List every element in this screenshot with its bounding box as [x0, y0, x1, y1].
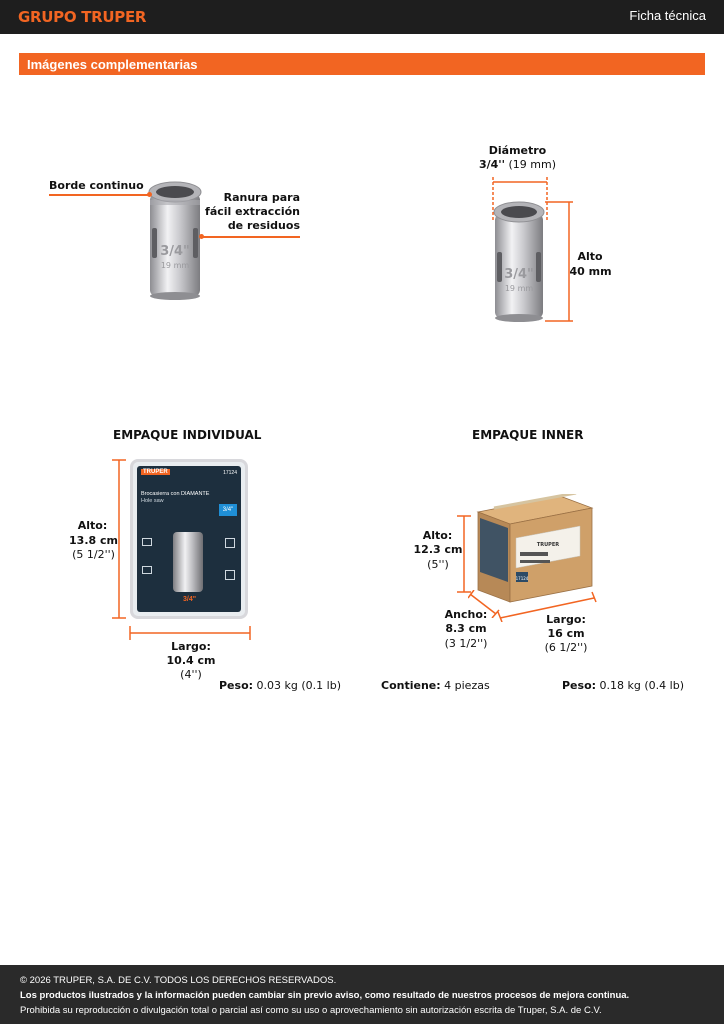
- individual-length-in: (4''): [180, 668, 202, 681]
- card-brand: TRUPER: [143, 469, 168, 475]
- continuous-edge-leader: [49, 194, 149, 196]
- card-product-name: Brocasierra con DIAMANTE: [141, 491, 210, 497]
- individual-length-label: Largo:: [171, 640, 211, 653]
- inner-width-label: Ancho:: [444, 608, 488, 621]
- individual-weight-value: 0.03 kg (0.1 lb): [256, 679, 341, 692]
- inner-weight: [562, 679, 684, 693]
- height-label: Alto: [577, 250, 603, 263]
- top-bar: [0, 0, 724, 34]
- slot-dot: [199, 234, 204, 239]
- document-type: Ficha técnica: [629, 8, 706, 23]
- inner-length-in: (6 1/2''): [544, 641, 588, 654]
- marking-fraction: 3/4": [160, 244, 190, 259]
- inner-contents: [381, 679, 490, 693]
- individual-weight: [219, 679, 341, 693]
- inner-height-cm: 12.3 cm: [413, 543, 463, 556]
- individual-height-label: Alto:: [77, 519, 108, 532]
- marking-fraction: 3/4": [504, 267, 534, 282]
- diameter-value: [460, 158, 575, 172]
- section-header: [19, 53, 705, 75]
- card-bit-window: [173, 532, 203, 592]
- footer-legal: Prohibida su reproducción o divulgación total o parcial así como su uso o aprovechamiento sin autorización escrita de Truper, S.A. de C.V.: [20, 1005, 602, 1016]
- individual-length-line: [128, 626, 252, 640]
- inner-contents-value: 4 piezas: [444, 679, 490, 692]
- section-title: Imágenes complementarias: [27, 57, 198, 72]
- diameter-in: 3/4'': [478, 158, 506, 171]
- diameter-label: Diámetro: [488, 144, 547, 157]
- inner-width-in: (3 1/2''): [444, 637, 488, 650]
- card-face: [137, 466, 241, 612]
- continuous-edge-dot: [147, 192, 152, 197]
- card-size-label: 3/4": [183, 596, 197, 603]
- inner-height-in: (5''): [427, 558, 449, 571]
- marking-mm: 19 mm: [504, 284, 534, 293]
- footer-copyright: © 2026 TRUPER, S.A. DE C.V. TODOS LOS DERECHOS RESERVADOS.: [20, 975, 337, 986]
- inner-pack-title: EMPAQUE INNER: [472, 428, 584, 442]
- individual-length-cm: 10.4 cm: [166, 654, 216, 667]
- diameter-dimension-line: [490, 176, 550, 222]
- diameter-mm: (19 mm): [508, 158, 557, 171]
- slot-leader: [202, 236, 300, 238]
- slot-label: Ranura para fácil extracción de residuos: [205, 191, 300, 232]
- individual-height-cm: 13.8 cm: [69, 534, 118, 547]
- card-feature-icon: [142, 566, 152, 574]
- card-product-name-en: Hole saw: [141, 498, 164, 504]
- inner-weight-label: Peso:: [562, 679, 597, 692]
- inner-contents-label: Contiene:: [381, 679, 441, 692]
- continuous-edge-label: Borde continuo: [49, 179, 144, 192]
- brand-logo: GRUPO TRUPER: [18, 8, 147, 26]
- footer: [0, 965, 724, 1024]
- individual-height-in: (5 1/2''): [72, 548, 115, 561]
- card-feature-icon: [142, 538, 152, 546]
- individual-weight-label: Peso:: [219, 679, 254, 692]
- inner-height-label: Alto:: [422, 529, 453, 542]
- inner-width-cm: 8.3 cm: [445, 622, 487, 635]
- inner-length-cm: 16 cm: [547, 627, 585, 640]
- height-value: 40 mm: [569, 265, 612, 278]
- marking-mm: 19 mm: [160, 261, 190, 270]
- box-code: 17124: [515, 576, 529, 581]
- inner-length-label: Largo:: [546, 613, 586, 626]
- card-feature-icon: [225, 538, 235, 548]
- individual-pack-title: EMPAQUE INDIVIDUAL: [113, 428, 262, 442]
- blister-pack-icon: [130, 459, 248, 619]
- box-label: TRUPER: [536, 542, 560, 548]
- card-code: 17124: [223, 470, 237, 476]
- card-size-badge: 3/4": [219, 504, 237, 516]
- inner-weight-value: 0.18 kg (0.4 lb): [599, 679, 684, 692]
- footer-notice: Los productos ilustrados y la información pueden cambiar sin previo aviso, como resultado de nuestros procesos de mejora continua.: [20, 990, 630, 1001]
- card-feature-icon: [225, 570, 235, 580]
